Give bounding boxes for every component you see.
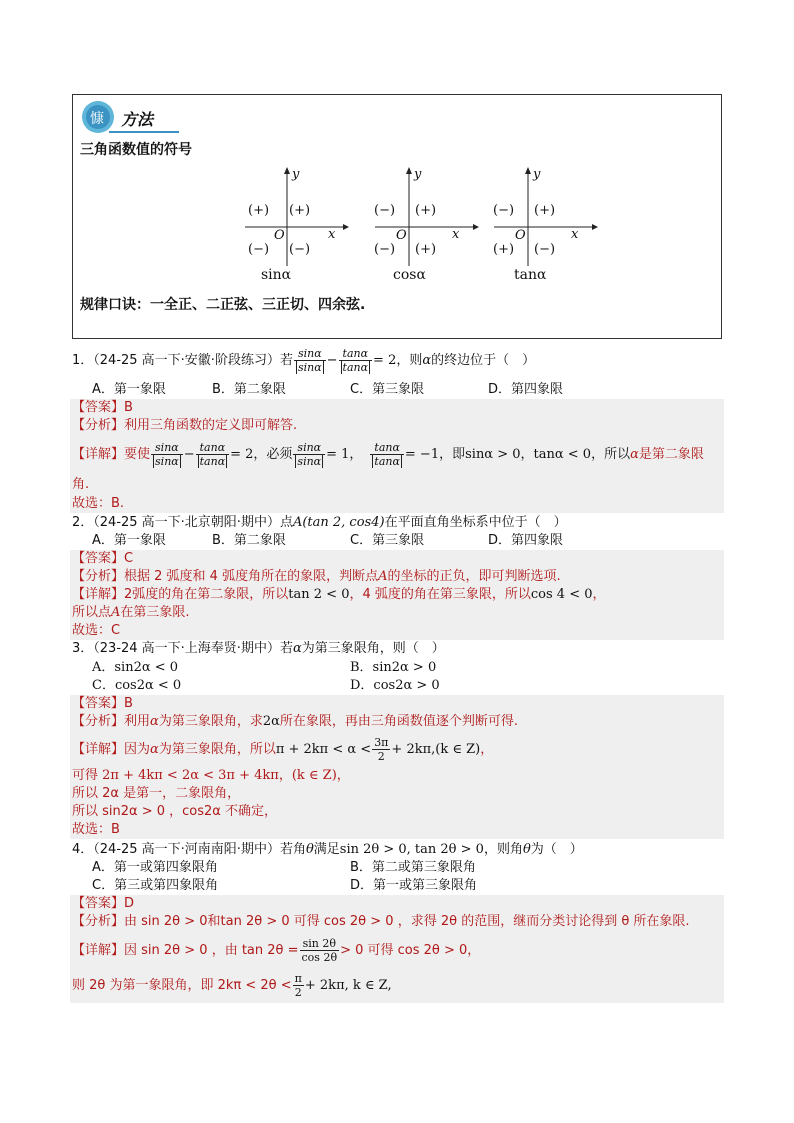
y-axis-label: y (414, 167, 422, 182)
quadrant-2-sign: (+) (248, 203, 270, 218)
option-d: D．第四象限 (488, 382, 564, 397)
origin-label: O (274, 228, 285, 243)
quadrant-3-sign: (−) (248, 242, 270, 257)
detail-line-3: 所以 2α 是第一，二象限角， (72, 786, 241, 801)
x-axis-label: x (571, 227, 579, 242)
sign-diagram-sin (239, 167, 349, 285)
detail-line: 【详解】要使 $\frac{\sin\alpha}{\sin\alpha}$ − $\frac{\tan\alpha}{\tan\alpha}$ = 2，必须 $\frac{\sin\alpha}{\sin\alpha}$ = 1， $\frac{\tan\alpha}{\tan\alpha}$ = −1，即sinα > 0，tanα < 0，所以α是第二象限 (72, 441, 704, 468)
method-badge-title: 方法 (121, 110, 154, 129)
analysis-line: 【分析】根据 2 弧度和 4 弧度角所在的象限，判断点A的坐标的正负，即可判断选项. (72, 569, 561, 584)
sign-diagram-tan (488, 167, 598, 285)
answer-line: 【答案】D (72, 896, 135, 911)
badge-underline (109, 131, 179, 133)
quadrant-1-sign: (+) (534, 203, 556, 218)
quadrant-4-sign: (−) (534, 242, 556, 257)
quadrant-1-sign: (+) (415, 203, 437, 218)
detail-line: 【详解】因 sin 2θ > 0 ，由 tan 2θ = $\frac{\sin 2\theta}{\cos 2\theta}$ > 0 可得 cos 2θ > 0， (72, 937, 481, 964)
option-b: B．sin2α > 0 (350, 660, 437, 675)
detail-line-2: 所以点A在第三象限. (72, 605, 190, 620)
diagram-caption: tanα (514, 267, 547, 283)
method-box (72, 94, 722, 339)
question-3-stem: 3．（23-24 高一下·上海奉贤·期中）若α为第三象限角，则（ ） (72, 641, 445, 656)
option-d: D．cos2α > 0 (350, 678, 440, 693)
analysis-line: 【分析】由 sin 2θ > 0和tan 2θ > 0 可得 cos 2θ > 0 ，求得 2θ 的范围，继而分类讨论得到 θ 所在象限. (72, 914, 690, 929)
diagram-caption: sinα (261, 267, 292, 283)
question-1-stem: 1．（24-25 高一下·安徽·阶段练习）若 $\frac{\sin\alpha}{\sin\alpha}$ − $\frac{\tan\alpha}{\tan\alpha}$ = 2，则α的终边位于（ ） (72, 347, 536, 374)
conclusion: 故选：B (72, 822, 120, 837)
x-axis-label: x (328, 227, 336, 242)
sign-diagram-cos (369, 167, 479, 285)
quadrant-1-sign: (+) (289, 203, 311, 218)
detail-line: 【详解】2弧度的角在第二象限，所以tan 2 < 0，4 弧度的角在第三象限，所以cos 4 < 0， (72, 587, 606, 602)
y-axis-label: y (533, 167, 541, 182)
option-b: B．第二象限 (212, 533, 286, 548)
option-d: D．第四象限 (488, 533, 564, 548)
x-axis-label: x (452, 227, 460, 242)
option-a: A．第一象限 (92, 533, 166, 548)
method-badge-icon (81, 100, 119, 134)
option-a: A．第一或第四象限角 (92, 860, 218, 875)
origin-label: O (515, 228, 526, 243)
method-badge (81, 100, 181, 134)
answer-line: 【答案】B (72, 696, 133, 711)
option-a: A．第一象限 (92, 382, 166, 397)
analysis-line: 【分析】利用三角函数的定义即可解答. (72, 418, 298, 433)
y-axis-label: y (292, 167, 300, 182)
fraction: $\frac{\sin\alpha}{\sin\alpha}$ (294, 347, 326, 374)
quadrant-2-sign: (−) (493, 203, 515, 218)
quadrant-4-sign: (+) (415, 242, 437, 257)
option-a: A．sin2α < 0 (92, 660, 179, 675)
fraction: $\frac{\tan\alpha}{\tan\alpha}$ (339, 347, 373, 374)
option-d: D．第一或第三象限角 (350, 878, 478, 893)
option-c: C．cos2α < 0 (92, 678, 182, 693)
option-c: C．第三象限 (350, 382, 425, 397)
quadrant-3-sign: (−) (374, 242, 396, 257)
conclusion: 故选：C (72, 623, 121, 638)
question-4-stem: 4．（24-25 高一下·河南南阳·期中）若角θ满足sin 2θ > 0, tan 2θ > 0，则角θ为（ ） (72, 842, 583, 857)
detail-line-2: 则 2θ 为第一象限角，即 2kπ < 2θ < $\frac{\pi}{2}$ + 2kπ, k ∈ Z, (72, 972, 392, 999)
svg-text:慷: 慷 (90, 111, 104, 127)
answer-line: 【答案】C (72, 551, 134, 566)
detail-line-2: 可得 2π + 4kπ < 2α < 3π + 4kπ，(k ∈ Z)， (72, 768, 350, 783)
quadrant-3-sign: (+) (493, 242, 515, 257)
option-c: C．第三象限 (350, 533, 425, 548)
method-heading: 三角函数值的符号 (80, 142, 192, 158)
question-2-stem: 2．（24-25 高一下·北京朝阳·期中）点A(tan 2, cos4)在平面直角坐标系中位于（ ） (72, 515, 567, 530)
sign-rule: 规律口诀：一全正、二正弦、三正切、四余弦. (80, 297, 366, 313)
origin-label: O (396, 228, 407, 243)
option-c: C．第三或第四象限角 (92, 878, 219, 893)
conclusion: 故选：B. (72, 496, 125, 511)
option-b: B．第二或第三象限角 (350, 860, 476, 875)
quadrant-2-sign: (−) (374, 203, 396, 218)
detail-line-2: 角. (72, 477, 90, 492)
detail-line: 【详解】因为α为第三象限角，所以π + 2kπ < α < $\frac{3\pi}{2}$ + 2kπ,(k ∈ Z)， (72, 736, 494, 763)
diagram-caption: cosα (393, 267, 426, 283)
detail-line-4: 所以 sin2α > 0 ，cos2α 不确定， (72, 804, 278, 819)
option-b: B．第二象限 (212, 382, 286, 397)
answer-line: 【答案】B (72, 400, 133, 415)
analysis-line: 【分析】利用α为第三象限角，求2α所在象限，再由三角函数值逐个判断可得. (72, 714, 519, 729)
quadrant-4-sign: (−) (289, 242, 311, 257)
